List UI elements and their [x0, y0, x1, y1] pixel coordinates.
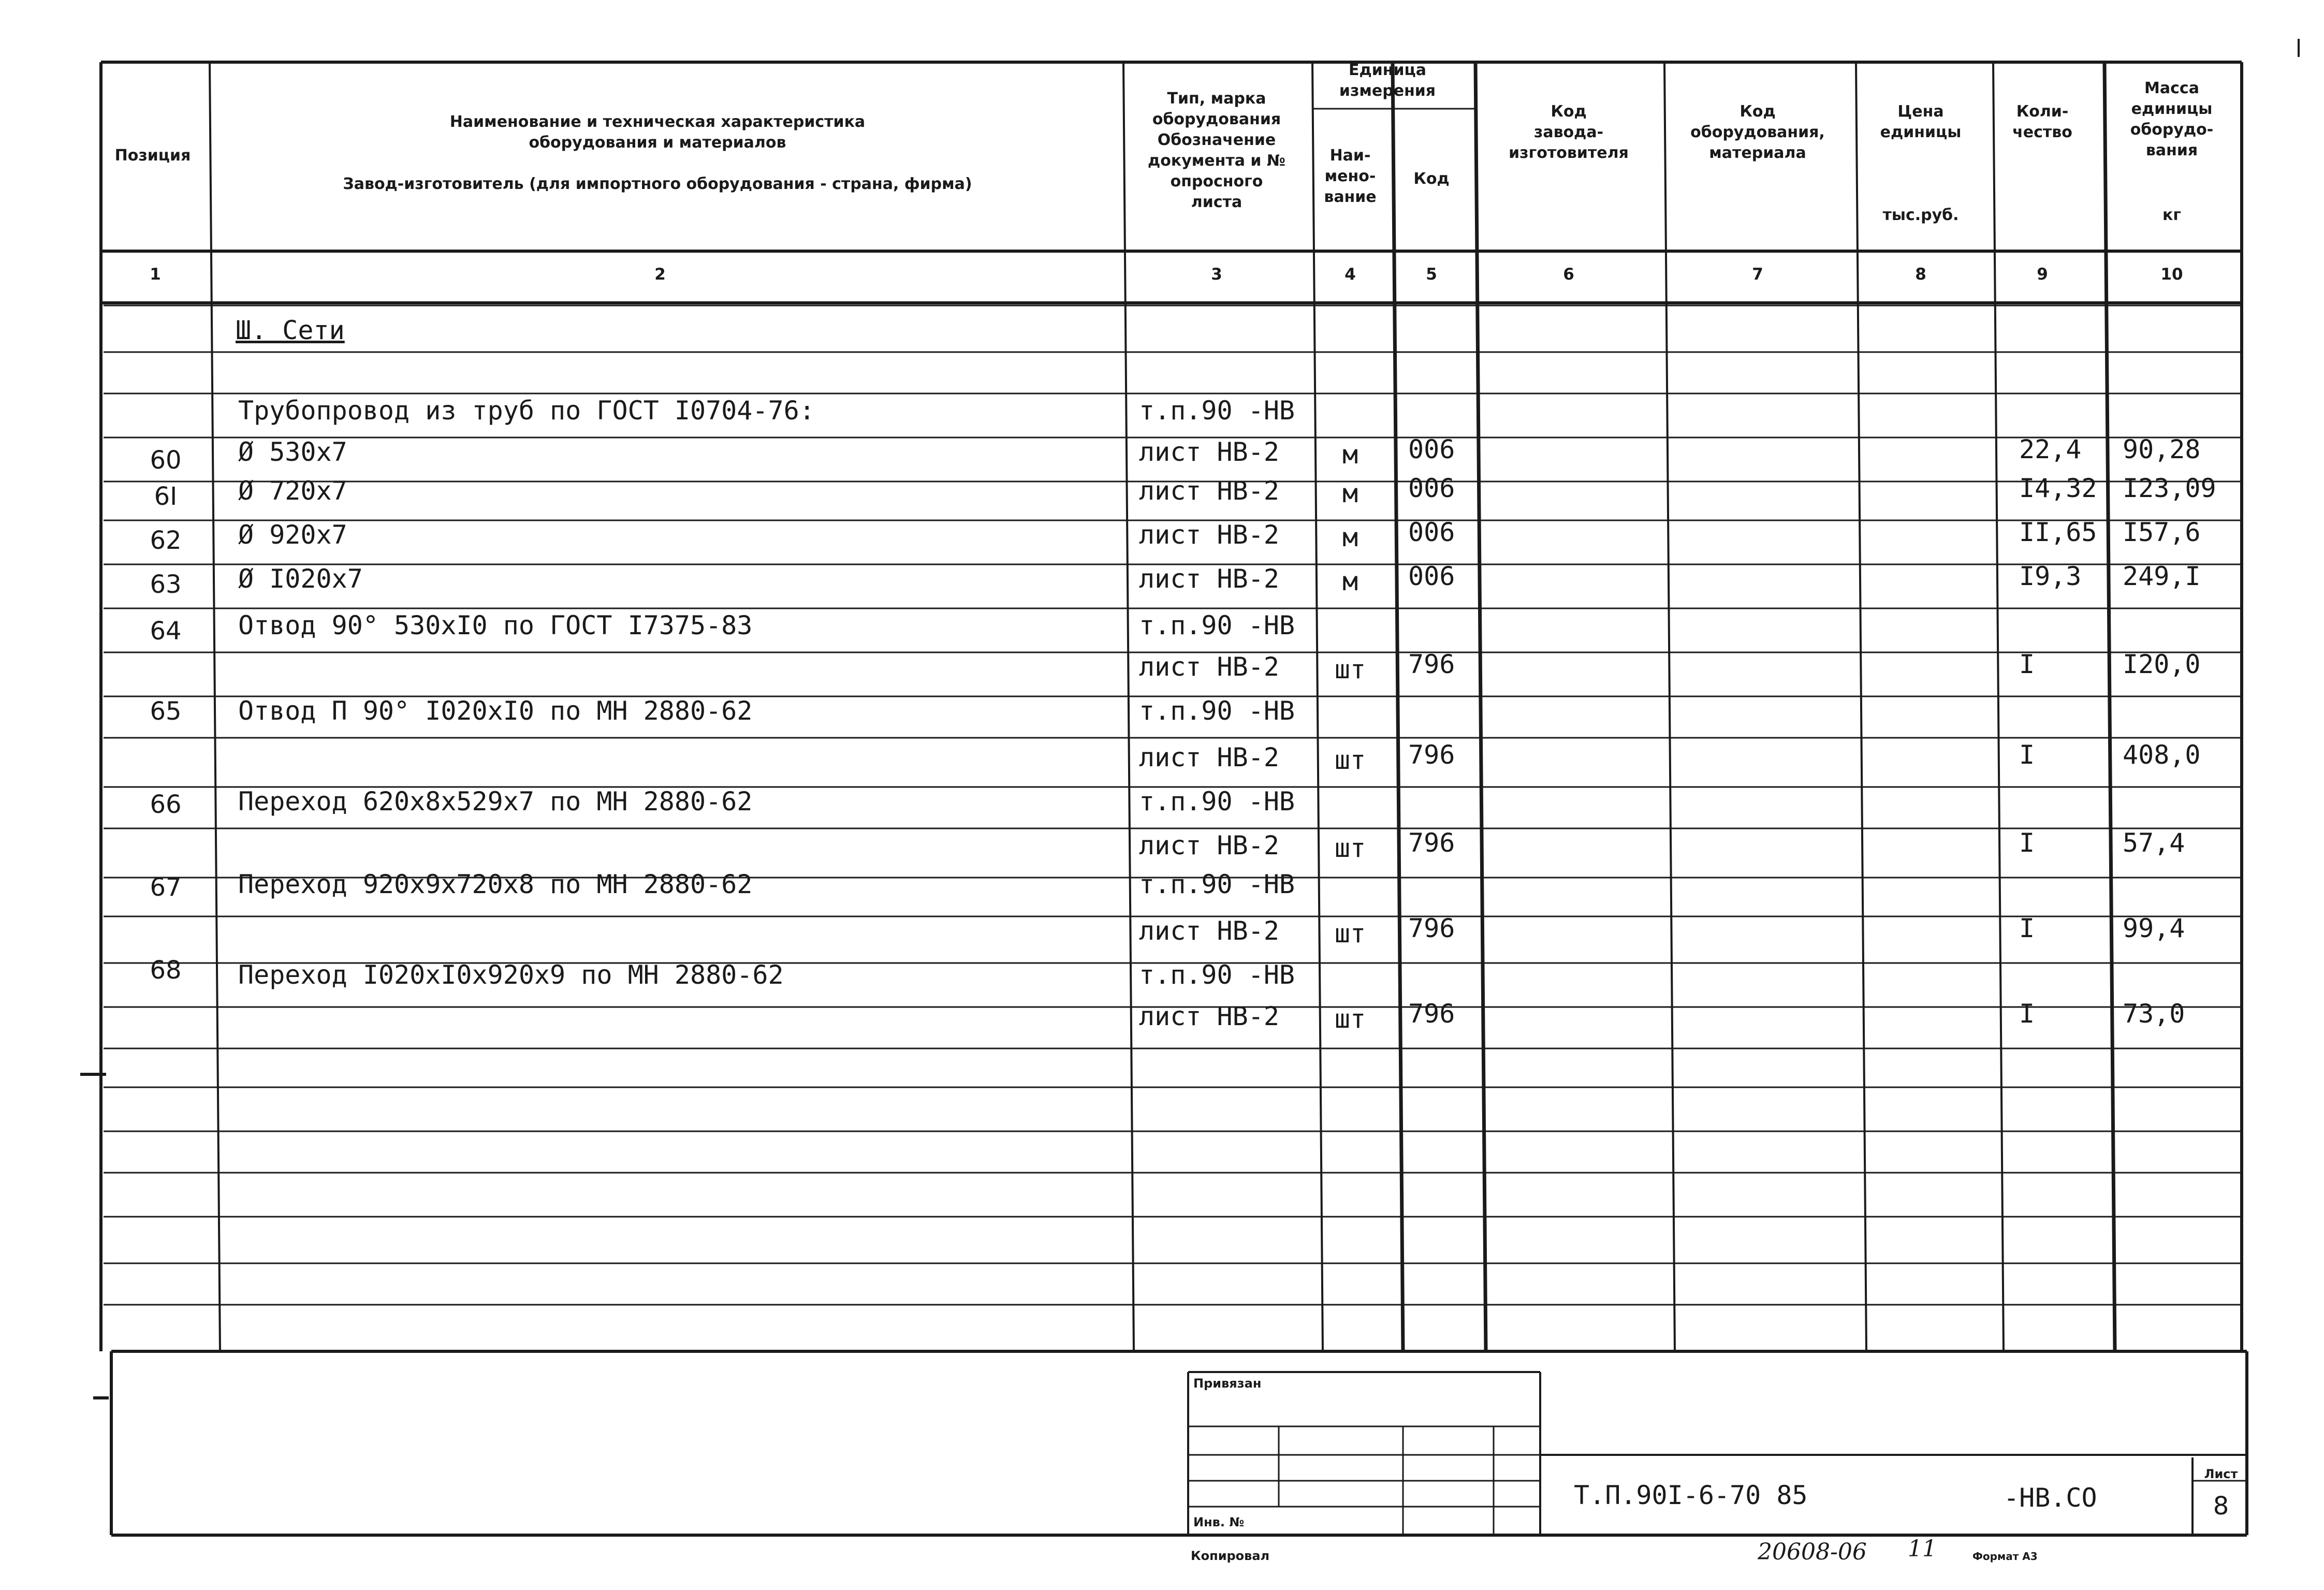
row-document: лист НВ-2 — [1139, 830, 1279, 860]
header-quantity-line1: Коли- — [2016, 103, 2069, 121]
row-quantity: I — [2019, 999, 2035, 1029]
column-divider — [1393, 62, 1403, 1351]
header-name-line3: Завод-изготовитель (для импортного оборудования - страна, фирма) — [343, 175, 972, 193]
column-divider — [1856, 62, 1866, 1351]
header-plant-code-line1: Код — [1551, 103, 1587, 121]
row-position: 65 — [150, 697, 182, 726]
row-quantity: II,65 — [2019, 517, 2097, 547]
row-document: лист НВ-2 — [1139, 652, 1279, 682]
header-plant-code-line3: изготовителя — [1509, 144, 1629, 162]
row-mass: 73,0 — [2123, 999, 2185, 1029]
column-divider — [1312, 62, 1323, 1351]
row-unit: шт — [1334, 745, 1366, 775]
row-position: 64 — [150, 617, 182, 646]
header-equipment-code-line2: оборудования, — [1690, 123, 1825, 141]
header-price-line2: единицы — [1880, 123, 1962, 141]
row-quantity: I — [2019, 828, 2035, 858]
footer — [1191, 1536, 2038, 1565]
header-name-line2: оборудования и материалов — [529, 134, 786, 152]
row-name: Ø I020х7 — [238, 564, 363, 594]
row-document: лист НВ-2 — [1139, 476, 1279, 506]
row-unit: м — [1342, 522, 1358, 552]
row-unit-code: 796 — [1408, 913, 1455, 943]
stamp-privyazan: Привязан — [1193, 1376, 1262, 1391]
row-position: 62 — [150, 526, 182, 555]
section-title: Ш. Сети — [236, 315, 345, 345]
row-position: 6I — [154, 482, 178, 511]
row-name: Трубопровод из труб по ГОСТ I0704-76: — [238, 396, 815, 426]
row-quantity: I9,3 — [2019, 561, 2082, 591]
row-unit: м — [1342, 566, 1358, 596]
header-mass-unit: кг — [2162, 206, 2182, 224]
row-unit-code: 796 — [1408, 999, 1455, 1029]
row-position: 68 — [150, 956, 182, 985]
row-document: т.п.90 -НВ — [1139, 610, 1295, 640]
row-document: лист НВ-2 — [1139, 564, 1279, 594]
row-quantity: 22,4 — [2019, 434, 2082, 464]
column-divider — [210, 62, 220, 1351]
header-price-unit: тыс.руб. — [1882, 206, 1959, 224]
column-number-7: 7 — [1752, 265, 1763, 284]
stamp-sheet-number: 8 — [2213, 1492, 2229, 1521]
header-unit-line2: измерения — [1339, 82, 1436, 100]
stamp-sheet-label: Лист — [2204, 1467, 2238, 1481]
column-divider — [1475, 62, 1486, 1351]
column-number-9: 9 — [2037, 265, 2048, 284]
column-number-6: 6 — [1563, 265, 1574, 284]
column-divider — [2104, 62, 2115, 1351]
header-equipment-code-line3: материала — [1709, 144, 1806, 162]
row-name: Ø 720х7 — [238, 476, 347, 506]
row-unit: шт — [1334, 833, 1366, 863]
row-mass: 408,0 — [2123, 740, 2201, 770]
header-unit-name-line1: Наи- — [1329, 147, 1371, 165]
row-quantity: I — [2019, 649, 2035, 679]
header-type-line2: оборудования — [1152, 110, 1281, 128]
column-number-4: 4 — [1344, 265, 1356, 284]
row-name: Переход I020хI0х920х9 по МН 2880-62 — [238, 960, 784, 990]
header-type-line6: листа — [1191, 193, 1243, 211]
row-name: Отвод 90° 530хI0 по ГОСТ I7375-83 — [238, 610, 753, 640]
header-equipment-code-line1: Код — [1740, 103, 1776, 121]
column-number-2: 2 — [654, 265, 666, 284]
stamp-designation: Т.П.90I-6-70 85 — [1574, 1480, 1808, 1510]
row-unit: шт — [1334, 1004, 1366, 1034]
row-name: Ø 920х7 — [238, 520, 347, 550]
row-document: т.п.90 -НВ — [1139, 786, 1295, 816]
header-unit-name-line3: вание — [1324, 188, 1377, 206]
header-name-line1: Наименование и техническая характеристика — [449, 113, 866, 131]
header-mass-line1: Масса — [2144, 79, 2199, 97]
row-position: 63 — [150, 570, 182, 599]
table-body — [150, 315, 2216, 1034]
row-unit: м — [1342, 478, 1358, 508]
row-quantity: I — [2019, 740, 2035, 770]
header-mass-line4: вания — [2145, 141, 2198, 159]
row-mass: 99,4 — [2123, 913, 2185, 943]
header-type-line4: документа и № — [1148, 152, 1285, 170]
header-type-line5: опросного — [1170, 172, 1263, 191]
row-mass: 57,4 — [2123, 828, 2185, 858]
row-document: т.п.90 -НВ — [1139, 396, 1295, 426]
row-unit-code: 006 — [1408, 517, 1455, 547]
header-type-line3: Обозначение — [1157, 131, 1276, 149]
row-document: лист НВ-2 — [1139, 520, 1279, 550]
header-unit-line1: Единица — [1349, 61, 1426, 79]
column-number-8: 8 — [1915, 265, 1926, 284]
header-mass-line2: единицы — [2131, 100, 2213, 118]
row-unit-code: 006 — [1408, 473, 1455, 503]
header-unit-name-line2: мено- — [1324, 167, 1376, 185]
row-position: 60 — [150, 446, 182, 475]
row-name: Переход 920х9х720х8 по МН 2880-62 — [238, 869, 753, 899]
row-mass: I57,6 — [2123, 517, 2201, 547]
row-unit-code: 006 — [1408, 561, 1455, 591]
row-document: т.п.90 -НВ — [1139, 960, 1295, 990]
footer-format: Формат А3 — [1972, 1550, 2038, 1563]
header-mass-line3: оборудо- — [2130, 121, 2214, 139]
row-unit-code: 796 — [1408, 740, 1455, 770]
row-mass: 249,I — [2123, 561, 2201, 591]
row-document: т.п.90 -НВ — [1139, 696, 1295, 726]
row-position: 66 — [150, 790, 182, 819]
column-divider — [1664, 62, 1675, 1351]
row-document: лист НВ-2 — [1139, 742, 1279, 772]
row-document: т.п.90 -НВ — [1139, 869, 1295, 899]
header-quantity-line2: чество — [2012, 123, 2072, 141]
row-name: Переход 620х8х529х7 по МН 2880-62 — [238, 786, 753, 816]
row-unit-code: 796 — [1408, 649, 1455, 679]
footer-handwritten-number: 20608-06 — [1758, 1539, 1867, 1565]
row-mass: I23,09 — [2123, 473, 2216, 503]
header-unit-code: Код — [1413, 170, 1450, 188]
row-document: лист НВ-2 — [1139, 437, 1279, 467]
row-unit: шт — [1334, 918, 1366, 949]
header-position: Позиция — [114, 147, 191, 165]
row-unit: м — [1342, 440, 1358, 470]
row-unit-code: 796 — [1408, 828, 1455, 858]
footer-handwritten-sheet: 11 — [1908, 1536, 1937, 1562]
row-quantity: I4,32 — [2019, 473, 2097, 503]
column-divider — [1993, 62, 2004, 1351]
row-unit-code: 006 — [1408, 434, 1455, 464]
stamp-designation-suffix: -НВ.СО — [2004, 1483, 2097, 1513]
row-document: лист НВ-2 — [1139, 916, 1279, 946]
row-name: Ø 530х7 — [238, 437, 347, 467]
column-number-3: 3 — [1211, 265, 1222, 284]
row-position: 67 — [150, 873, 182, 902]
row-mass: 90,28 — [2123, 434, 2201, 464]
column-divider — [1123, 62, 1134, 1351]
footer-kopiroval: Копировал — [1191, 1549, 1270, 1563]
column-number-10: 10 — [2160, 265, 2183, 284]
row-unit: шт — [1334, 654, 1366, 684]
stamp-inv: Инв. № — [1193, 1515, 1245, 1529]
header-type-line1: Тип, марка — [1167, 90, 1266, 108]
row-mass: I20,0 — [2123, 649, 2201, 679]
header-price-line1: Цена — [1897, 103, 1944, 121]
row-document: лист НВ-2 — [1139, 1001, 1279, 1031]
column-number-5: 5 — [1426, 265, 1437, 284]
row-quantity: I — [2019, 913, 2035, 943]
row-name: Отвод П 90° I020хI0 по МН 2880-62 — [238, 696, 753, 726]
column-number-1: 1 — [150, 265, 161, 284]
header-plant-code-line2: завода- — [1533, 123, 1604, 141]
